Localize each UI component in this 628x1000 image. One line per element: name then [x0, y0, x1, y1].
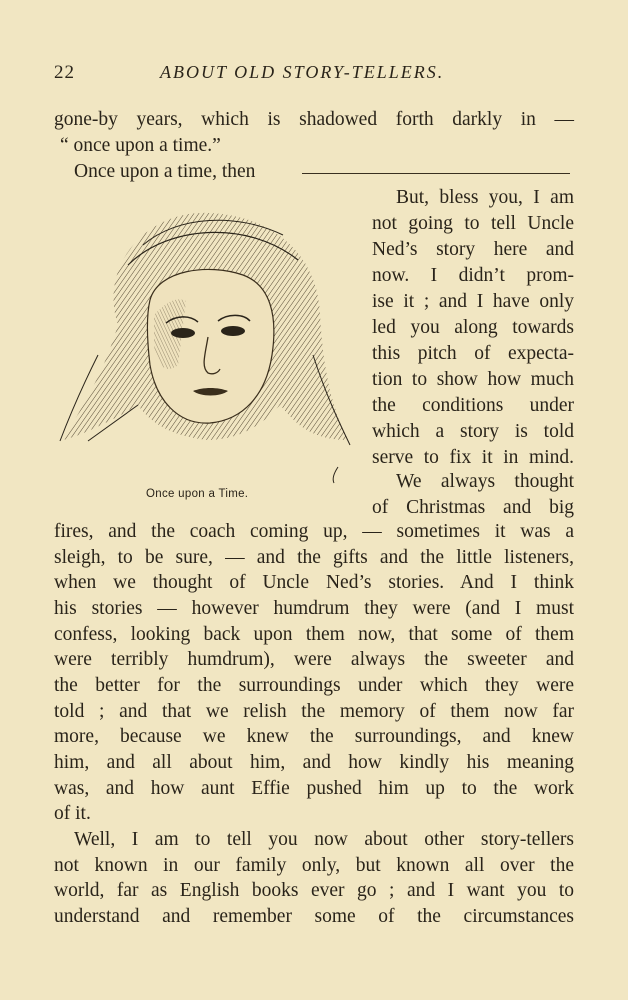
text-line: the conditions under	[372, 395, 574, 416]
illustration	[58, 205, 352, 485]
text-line: “ once upon a time.”	[60, 135, 221, 156]
page-number: 22	[54, 62, 75, 83]
text-line: We always thought	[396, 471, 574, 492]
text-line: of it.	[54, 803, 91, 824]
text-line: tion to show how much	[372, 369, 574, 390]
text-line: of Christmas and big	[372, 497, 574, 518]
text-line: this pitch of expecta-	[372, 343, 574, 364]
text-line: led you along towards	[372, 317, 574, 338]
text-line: Once upon a time, then	[74, 161, 256, 182]
text-line: But, bless you, I am	[396, 187, 574, 208]
text-line: were terribly humdrum), were always the sweeter and	[54, 649, 574, 670]
text-line: not known in our family only, but known all over the	[54, 855, 574, 876]
text-line: when we thought of Uncle Ned’s stories. And I think	[54, 572, 574, 593]
text-line: Ned’s story here and	[372, 239, 574, 260]
text-line: serve to fix it in mind.	[372, 447, 574, 468]
text-line: his stories — however humdrum they were (and I must	[54, 598, 574, 619]
text-line: the better for the surroundings under which they were	[54, 675, 574, 696]
running-title: ABOUT OLD STORY-TELLERS.	[160, 62, 445, 82]
text-line: ise it ; and I have only	[372, 291, 574, 312]
text-line: Well, I am to tell you now about other story-tellers	[74, 829, 574, 850]
text-line: sleigh, to be sure, — and the gifts and the little listeners,	[54, 547, 574, 568]
text-line: now. I didn’t prom-	[372, 265, 574, 286]
child-portrait-icon	[58, 205, 352, 485]
dash-rule	[302, 173, 570, 174]
text-line: world, far as English books ever go ; and I want you to	[54, 880, 574, 901]
text-line: him, and all about him, and how kindly his meaning	[54, 752, 574, 773]
text-line: gone-by years, which is shadowed forth darkly in —	[54, 109, 574, 130]
figure-caption: Once upon a Time.	[146, 488, 249, 500]
text-line: not going to tell Uncle	[372, 213, 574, 234]
text-line: fires, and the coach coming up, — sometimes it was a	[54, 521, 574, 542]
text-line: told ; and that we relish the memory of them now far	[54, 701, 574, 722]
text-line: more, because we knew the surroundings, and knew	[54, 726, 574, 747]
text-line: confess, looking back upon them now, that some of them	[54, 624, 574, 645]
text-line: understand and remember some of the circumstances	[54, 906, 574, 927]
text-line: which a story is told	[372, 421, 574, 442]
text-line: was, and how aunt Effie pushed him up to the work	[54, 778, 574, 799]
